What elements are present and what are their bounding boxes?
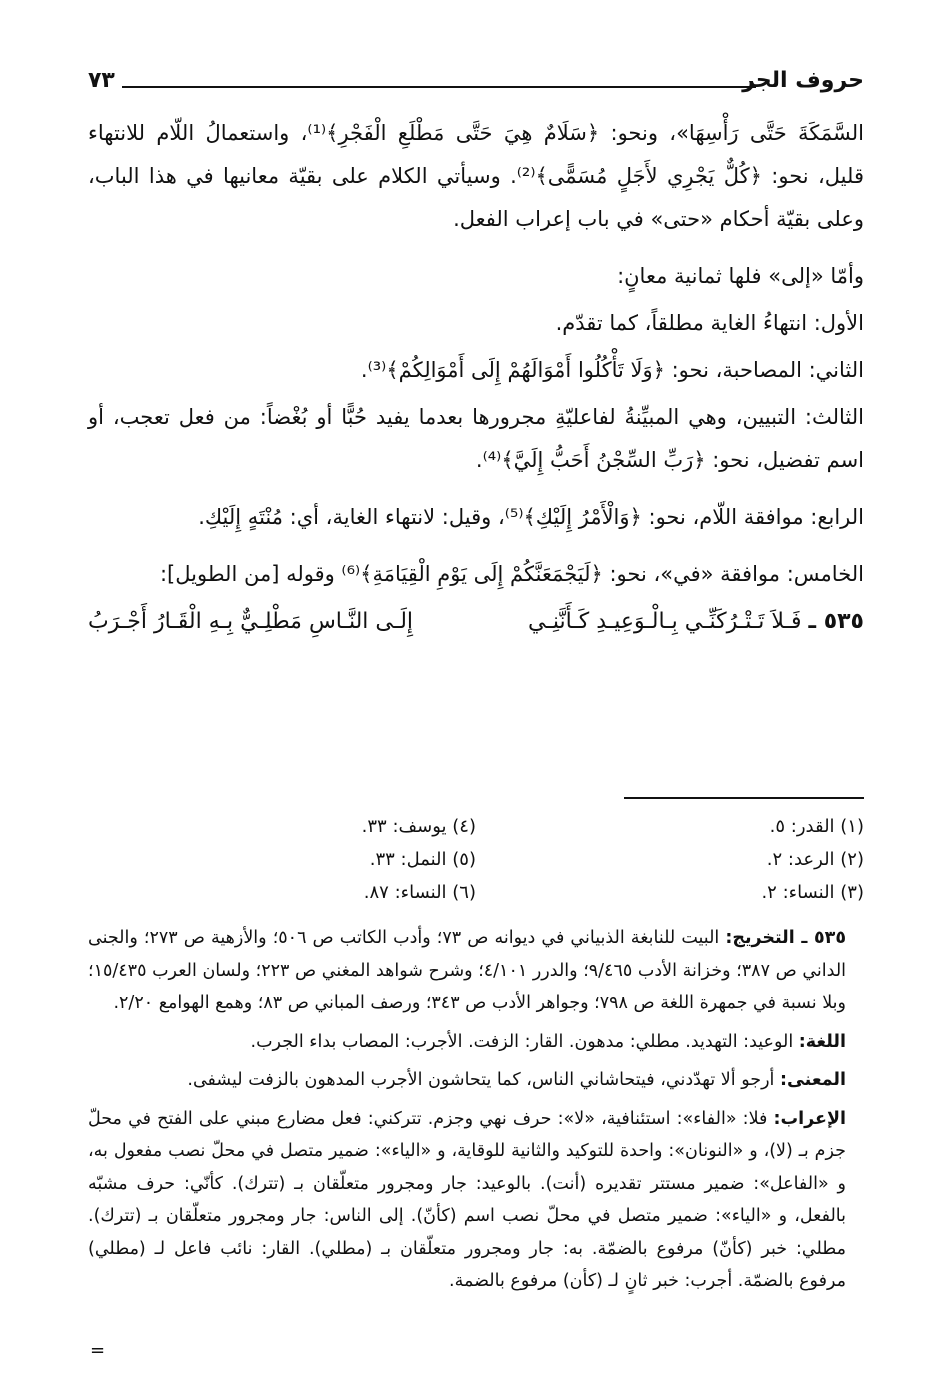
paragraph: السَّمَكَةَ حَتَّى رَأْسِهَا»، ونحو: ﴿سَلَامٌ هِيَ حَتَّى مَطْلَعِ الْفَجْرِ﴾⁽¹⁾، واستعمالُ اللّام للانتهاء قليل، نحو: ﴿كُلٌّ يَجْرِي لأَجَلٍ مُسَمًّى﴾⁽²⁾. وسيأتي الكلام على بقيّة معانيها في هذا الباب، وعلى بقيّة أحكام «حتى» في باب إعراب الفعل. — [88, 121, 864, 231]
mana-label: المعنى: — [779, 1070, 846, 1090]
footnotes — [88, 810, 864, 909]
takhrij-note — [88, 922, 864, 1020]
paragraph: وأمّا «إلى» فلها ثمانية معانٍ: — [617, 264, 864, 288]
irab-text: فلا: «الفاء»: استئنافية، «لا»: حرف نهي وجزم. تتركني: فعل مضارع مبني على الفتح في محلّ جزم بـ (لا)، و «النونان»: واحدة للتوكيد والثانية للوقاية، و «الياء»: ضمير متصل في محلّ نصب مفعول به، و «الفاعل»: ضمير مستتر تقديره (أنت). بالوعيد: جار ومجرور متعلّقان بـ (تترك). كأنّي: حرف مشبّه بالفعل، و «الياء»: ضمير متصل في محلّ نصب اسم (كأنّ). إلى الناس: جار ومجرور متعلّقان بـ (تترك). مطلي: خبر (كأنّ) مرفوع بالضمّة. به: جار ومجرور متعلّقان بـ (مطلي). القار: نائب فاعل لـ (مطلي) مرفوع بالضمّة. أجرب: خبر ثانٍ لـ (كأن) مرفوع بالضمة. — [88, 1108, 846, 1291]
running-header — [88, 62, 864, 102]
paragraph: الخامس: موافقة «في»، نحو: ﴿لَيَجْمَعَنَّكُمْ إِلَى يَوْمِ الْقِيَامَةِ﴾⁽⁶⁾ وقوله [من الطويل]: — [159, 562, 864, 586]
lugha-label: اللغة: — [798, 1031, 846, 1052]
footnote: (٢) الرعد: ٢. — [766, 849, 864, 870]
verse-number: ٥٣٥ ـ — [808, 609, 864, 634]
irab-label: الإعراب: — [773, 1108, 846, 1129]
verse-second-half: إِلَـى النَّـاسِ مَطْلِـيٌّ بِـهِ الْقَـارُ أَجْـرَبُ — [88, 609, 414, 634]
header-title: حروف الجر — [742, 68, 864, 93]
main-text — [88, 112, 864, 644]
takhrij-text: البيت للنابغة الذبياني في ديوانه ص ٧٣؛ وأدب الكاتب ص ٥٠٦؛ والأزهية ص ٢٧٣؛ والجنى الداني ص ٣٨٧؛ وخزانة الأدب ٩/٤٦٥؛ والدرر ٤/١٠١؛ وشرح شواهد المغني ص ٢٢٣؛ ولسان العرب ١٥/٤٣٥؛ وبلا نسبة في جمهرة اللغة ص ٧٩٨؛ وجواهر الأدب ص ٣٤٣؛ ورصف المباني ص ٨٣؛ وهمع الهوامع ٢/٢٠. — [88, 928, 847, 1013]
lugha-text: الوعيد: التهديد. مطلي: مدهون. القار: الزفت. الأجرب: المصاب بداء الجرب. — [250, 1031, 794, 1052]
poetry-verse — [88, 600, 864, 644]
footnote: (١) القدر: ٥. — [769, 816, 864, 837]
takhrij-label: ٥٣٥ ـ التخريج: — [725, 928, 847, 948]
mana-note — [88, 1064, 864, 1097]
footnote-column-left — [88, 810, 476, 909]
paragraph: الثاني: المصاحبة، نحو: ﴿وَلَا تَأْكُلُوا أَمْوَالَهُمْ إِلَى أَمْوَالِكُمْ﴾⁽³⁾. — [360, 358, 864, 382]
lugha-note — [88, 1026, 864, 1059]
verse-first-half: ٥٣٥ ـ فَـلاَ تَـتْـرُكَنِّـي بِـالْـوَعِيـدِ كَـأَنَّنِـي — [528, 609, 864, 634]
paragraph: الرابع: موافقة اللّام، نحو: ﴿وَالْأَمْرُ إِلَيْكِ﴾⁽⁵⁾، وقيل: لانتهاء الغاية، أي: مُنْتَهٍ إِلَيْكِ. — [198, 505, 864, 529]
footnote: (٦) النساء: ٨٧. — [363, 882, 476, 903]
footnote-column-right — [476, 810, 864, 909]
footnote-separator — [624, 797, 864, 799]
page-number: ٧٣ — [88, 68, 115, 93]
header-rule — [122, 86, 756, 88]
irab-note — [88, 1103, 864, 1298]
verse-notes — [88, 922, 864, 1304]
continuation-mark: = — [90, 1340, 106, 1361]
paragraph: الأول: انتهاءُ الغاية مطلقاً، كما تقدّم. — [555, 311, 864, 335]
footnote: (٤) يوسف: ٣٣. — [361, 816, 476, 837]
mana-text: أرجو ألا تهدّدني، فيتحاشاني الناس، كما يتحاشون الأجرب المدهون بالزفت ليشفى. — [187, 1070, 775, 1090]
paragraph: الثالث: التبيين، وهي المبيِّنةُ لفاعليّةِ مجرورها بعدما يفيد حُبًّا أو بُغْضاً: من فعل تعجب، أو اسم تفضيل، نحو: ﴿رَبِّ السِّجْنُ أَحَبُّ إِلَيَّ﴾⁽⁴⁾. — [88, 405, 864, 472]
footnote: (٣) النساء: ٢. — [761, 882, 864, 903]
footnote: (٥) النمل: ٣٣. — [369, 849, 476, 870]
